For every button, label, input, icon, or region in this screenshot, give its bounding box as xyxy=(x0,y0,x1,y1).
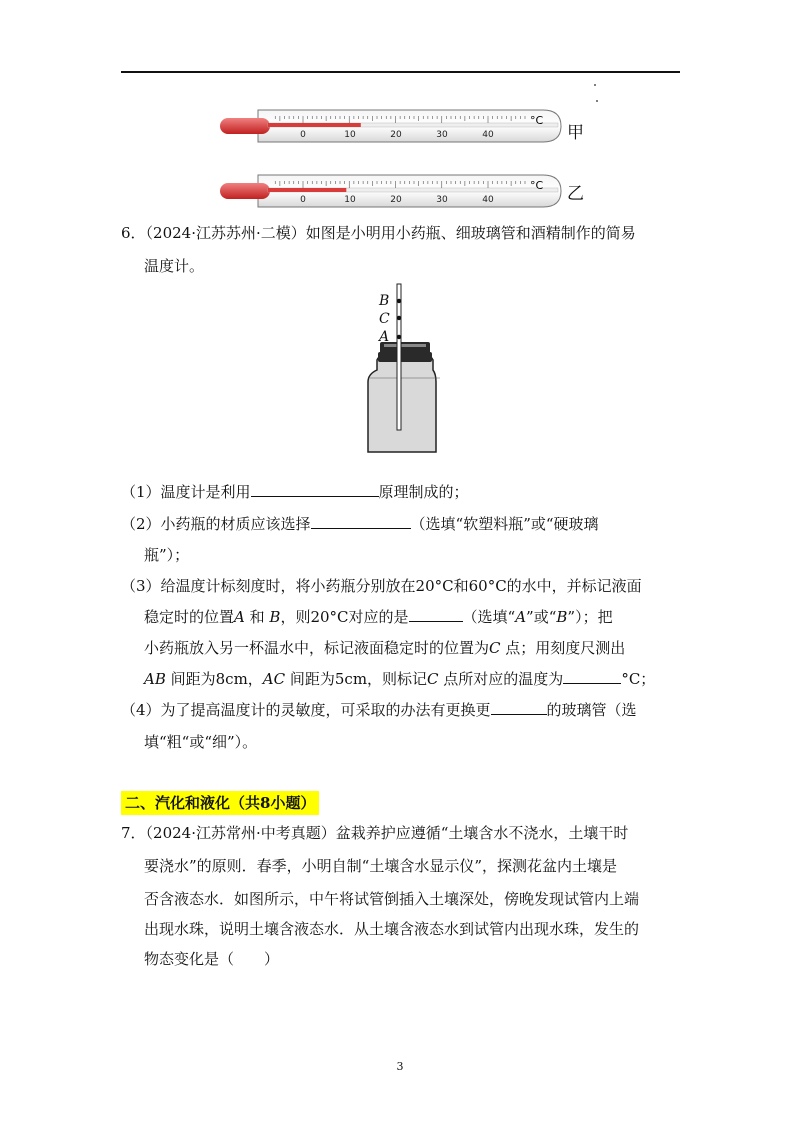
text: ，则20°C对应的是 xyxy=(280,608,409,626)
text: °C； xyxy=(621,670,656,688)
tick-label: 0 xyxy=(300,195,306,205)
q7-line4: 出现水珠，说明土壤含液态水．从土壤含液态水到试管内出现水珠，发生的 xyxy=(144,920,640,938)
q6-part4-cont: 填“粗“或“细”）。 xyxy=(144,733,258,751)
q7-line3: 否含液态水．如图所示，中午将试管倒插入土壤深处，傍晚发现试管内上端 xyxy=(144,890,640,908)
q6-stem-line2: 温度计。 xyxy=(144,257,205,275)
q7-line5: 物态变化是（ ） xyxy=(144,950,280,968)
q7-line2: 要浇水”的原则．春季，小明自制“土壤含水显示仪”，探测花盆内土壤是 xyxy=(144,857,618,875)
var-A: A xyxy=(234,608,245,626)
q6-part3-line3 xyxy=(144,637,625,659)
q6-part4 xyxy=(121,699,637,721)
tick-label: 20 xyxy=(390,195,402,205)
thermometer-jia xyxy=(218,108,563,144)
tick-label: 30 xyxy=(436,195,448,205)
mark-A xyxy=(397,335,401,339)
tick-label: 30 xyxy=(436,130,448,140)
speck xyxy=(594,84,596,86)
unit-label: °C xyxy=(530,114,544,127)
header-rule xyxy=(121,71,680,73)
thermometer-label-jia: 甲 xyxy=(567,123,584,143)
text: 小药瓶放入另一杯温水中，标记液面稳定时的位置为 xyxy=(144,639,490,657)
var-C: C xyxy=(489,639,501,657)
text: ”或“ xyxy=(526,608,557,626)
text: 间距为8cm， xyxy=(165,670,263,688)
mark-B xyxy=(397,299,401,303)
tick-label: 10 xyxy=(344,195,356,205)
q6-part3-line2 xyxy=(144,606,613,628)
bottle-thermometer-figure xyxy=(360,282,450,454)
unit-label: °C xyxy=(530,179,544,192)
q6-part1-text-end: 原理制成的； xyxy=(378,483,469,501)
var-C: C xyxy=(427,670,439,688)
thermometer-label-yi: 乙 xyxy=(567,184,584,204)
q6-stem-line1: 6．（2024·江苏苏州·二模）如图是小明用小药瓶、细玻璃管和酒精制作的简易 xyxy=(121,224,636,242)
tick-label: 40 xyxy=(482,130,494,140)
var-B: B xyxy=(269,608,281,626)
answer-blank[interactable] xyxy=(251,481,379,497)
var-A: A xyxy=(515,608,527,626)
q6-part3-line1: （3）给温度计标刻度时，将小药瓶分别放在20°C和60°C的水中，并标记液面 xyxy=(121,577,642,595)
answer-blank[interactable] xyxy=(311,513,411,529)
q7-line1: 7．（2024·江苏常州·中考真题）盆栽养护应遵循“土壤含水不浇水，土壤干时 xyxy=(121,824,629,842)
q6-part2-cont: 瓶”）； xyxy=(144,546,190,564)
thermometer-yi xyxy=(218,173,563,209)
q6-part2-text: （2）小药瓶的材质应该选择 xyxy=(121,515,311,533)
text: （选填“ xyxy=(462,608,516,626)
text: 和 xyxy=(244,608,270,626)
q6-part2 xyxy=(121,513,599,535)
answer-blank[interactable] xyxy=(491,699,547,715)
q6-part1-text: （1）温度计是利用 xyxy=(121,483,251,501)
label-C: C xyxy=(379,311,390,327)
var-AC: AC xyxy=(262,670,286,688)
label-A: A xyxy=(379,329,390,345)
tick-label: 0 xyxy=(300,130,306,140)
page-number: 3 xyxy=(396,1060,404,1073)
q6-part4-text-end: 的玻璃管（选 xyxy=(546,701,637,719)
text: ”）；把 xyxy=(567,608,613,626)
tick-label: 40 xyxy=(482,195,494,205)
var-AB: AB xyxy=(144,670,166,688)
answer-blank[interactable] xyxy=(563,668,621,684)
text: 点；用刻度尺测出 xyxy=(500,639,626,657)
answer-blank[interactable] xyxy=(409,606,463,622)
label-B: B xyxy=(379,293,390,309)
q6-part1 xyxy=(121,481,469,503)
text: 间距为5cm，则标记 xyxy=(285,670,428,688)
tick-label: 10 xyxy=(344,130,356,140)
tick-label: 20 xyxy=(390,130,402,140)
text: 点所对应的温度为 xyxy=(438,670,564,688)
q6-part2-text-end: （选填“软塑料瓶”或“硬玻璃 xyxy=(410,515,599,533)
q6-part4-text: （4）为了提高温度计的灵敏度，可采取的办法有更换更 xyxy=(121,701,491,719)
var-B: B xyxy=(556,608,568,626)
speck xyxy=(596,100,598,102)
text: 稳定时的位置 xyxy=(144,608,235,626)
q6-part3-line4 xyxy=(144,668,655,690)
mark-C xyxy=(397,316,401,320)
section-title: 二、汽化和液化（共8小题） xyxy=(121,791,319,815)
